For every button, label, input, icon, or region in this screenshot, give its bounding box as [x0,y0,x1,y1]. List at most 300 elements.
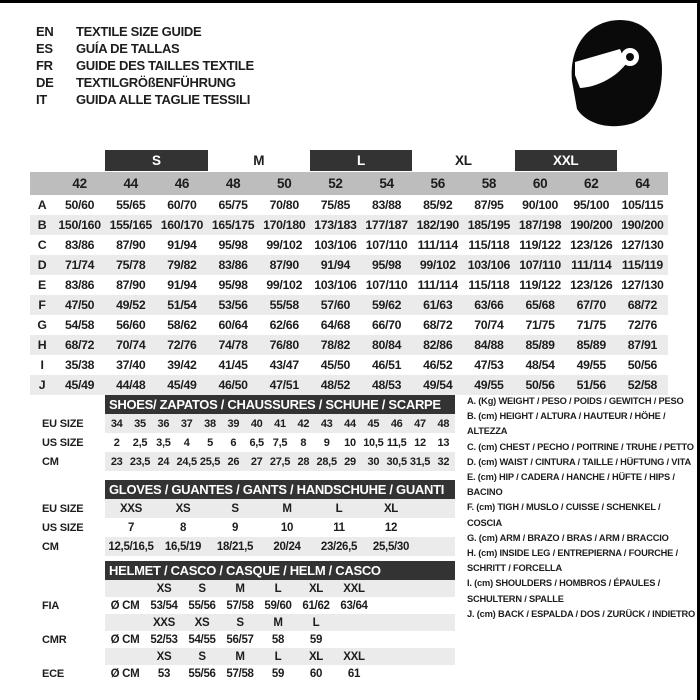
legend-item-A: A. (Kg) WEIGHT / PESO / POIDS / GEWITCH / PESO [467,396,684,406]
textile-row-D [30,255,668,275]
value-cell: 3,5 [156,436,171,449]
value-cell: 8 [300,436,307,449]
sub-row-us-size [42,518,462,537]
value-cell: 53/54 [150,599,178,612]
size-group-header-row [30,149,668,172]
size-cell: XS [156,650,172,663]
value-cell: XS [175,502,191,515]
helmet-title-row [42,561,462,580]
value-cell: 70/74 [474,318,504,332]
value-cell: 46/51 [371,358,402,372]
value-cell: 66/70 [371,318,402,332]
language-row [36,57,254,74]
row-values [105,414,455,433]
value-cell: 32 [437,455,450,468]
value-cell: 49/52 [116,298,146,312]
gloves-table [42,480,462,556]
value-cell: 87/90 [116,238,146,252]
value-cell: 47/50 [64,298,95,312]
value-cell: 53/56 [218,298,248,312]
value-cell: 46 [390,417,403,430]
value-cell: 42 [297,417,310,430]
sub-row-us-size [42,433,462,452]
legend-item-B: B. (cm) HEIGHT / ALTURA / HAUTEUR / HÖHE / ALTEZZA [467,411,666,437]
value-cell: 24 [157,455,170,468]
value-cell: 123/126 [570,278,613,292]
helmet-values-row-FIA [42,597,462,614]
value-cell: 103/106 [314,278,357,292]
value-cell: 39/42 [167,358,197,372]
value-cell: 23,5 [129,455,151,468]
size-col-52: 52 [328,176,343,191]
value-cell: 75/78 [116,258,146,272]
value-cell: 39 [227,417,240,430]
value-cell: 50/56 [525,378,555,392]
value-cell: 190/200 [621,218,664,232]
sub-row-cm [42,537,462,556]
row-label: H [37,338,47,352]
value-cell: 28,5 [316,455,337,468]
value-cell: 13 [437,436,450,449]
language-title: GUÍA DE TALLAS [76,41,180,56]
value-cell: 187/198 [518,218,562,232]
value-cell: 46/50 [218,378,248,392]
row-values [105,433,455,452]
value-cell: 63/64 [340,599,368,612]
value-cell: 48 [437,417,450,430]
helmet-sizes [105,580,455,597]
value-cell: 43 [320,417,333,430]
language-title: GUIDE DES TAILLES TEXTILE [76,58,254,73]
language-code: IT [36,92,47,107]
value-cell: 64/68 [320,318,351,332]
size-col-58: 58 [481,176,497,191]
value-cell: 95/98 [371,258,402,272]
helmet-table [42,561,462,682]
value-cell: 31,5 [409,455,431,468]
value-cell: 20/24 [273,540,301,553]
value-cell: 60 [309,667,323,680]
value-cell: 91/94 [167,278,197,292]
row-label: C [37,238,47,252]
size-col-42: 42 [72,176,87,191]
unit-label: Ø CM [110,599,140,612]
row-values [105,452,455,471]
helmet-values [105,665,455,682]
value-cell: 65/75 [218,198,248,212]
size-col-48: 48 [225,176,241,191]
row-label: I [40,358,44,372]
value-cell: 52/53 [150,633,178,646]
value-cell: 59 [271,667,285,680]
row-label: EU SIZE [42,502,84,515]
helmet-sizes [105,614,455,631]
row-label: A [37,198,47,212]
size-group-M: M [253,153,265,168]
helmet-values-row-CMR [42,631,462,648]
value-cell: 12 [414,436,426,449]
language-title: TEXTILE SIZE GUIDE [76,24,202,39]
measurement-legend [467,394,697,622]
size-cell: XL [308,650,324,663]
value-cell: 107/110 [365,238,408,252]
value-cell: 54/55 [188,633,216,646]
value-cell: 45/49 [167,378,197,392]
row-label: D [37,258,47,272]
textile-size-table [30,149,668,395]
value-cell: 46/52 [423,358,453,372]
size-col-46: 46 [174,176,190,191]
value-cell: 57/58 [226,667,254,680]
legend-item-D: D. (cm) WAIST / CINTURA / TAILLE / HÜFTUNG / VITA [467,456,691,467]
size-cell: L [274,582,282,595]
size-col-60: 60 [532,176,548,191]
value-cell: 95/100 [573,198,610,212]
size-cell: S [236,616,244,629]
value-cell: 105/115 [621,198,664,212]
helmet-sizes-row-ECE [42,648,462,665]
value-cell: 10,5 [363,436,384,449]
value-cell: S [231,502,239,515]
value-cell: 50/60 [64,198,95,212]
value-cell: 99/102 [419,258,456,272]
value-cell: 6,5 [249,436,264,449]
shoes-table [42,395,462,471]
value-cell: 70/74 [116,338,146,352]
helmet-values-row-ECE [42,665,462,682]
value-cell: 74/78 [218,338,248,352]
value-cell: 107/110 [365,278,408,292]
value-cell: 34 [110,417,123,430]
helmet-sizes [105,648,455,665]
value-cell: 30 [367,455,380,468]
legend-item-G: G. (cm) ARM / BRAZO / BRAS / ARM / BRACCIO [467,532,669,543]
value-cell: XXS [119,502,143,515]
value-cell: 52/58 [627,378,658,392]
size-cell: XS [194,616,210,629]
value-cell: 56/60 [116,318,146,332]
value-cell: 44/48 [116,378,146,392]
textile-table-body [30,195,668,395]
value-cell: 103/106 [467,258,511,272]
value-cell: 99/102 [266,278,303,292]
value-cell: 43/47 [269,358,299,372]
value-cell: 27 [250,455,263,468]
value-cell: 10 [344,436,356,449]
value-cell: 25,5 [199,455,221,468]
value-cell: 85/89 [525,338,555,352]
sub-row-cm [42,452,462,471]
value-cell: 35 [134,417,146,430]
gloves-rows [42,499,462,556]
textile-row-B [30,215,668,235]
value-cell: 61 [347,667,361,680]
value-cell: 18/21,5 [216,540,254,553]
value-cell: 9 [323,436,330,449]
value-cell: 4 [183,436,190,449]
sub-row-eu-size [42,499,462,518]
textile-row-E [30,275,668,295]
value-cell: 49/55 [474,378,504,392]
value-cell: 8 [179,521,187,534]
value-cell: 10 [280,521,294,534]
unit-label: Ø CM [110,667,140,680]
row-values [105,537,455,556]
gloves-title-row [42,480,462,499]
value-cell: 190/200 [570,218,613,232]
size-col-62: 62 [584,176,599,191]
value-cell: 95/98 [218,278,248,292]
value-cell: 123/126 [570,238,613,252]
value-cell: 111/114 [417,278,458,292]
value-cell: 127/130 [621,238,664,252]
value-cell: 87/95 [474,198,504,212]
helmet-table-title: HELMET / CASCO / CASQUE / HELM / CASCO [105,561,455,580]
shoes-title-row [42,395,462,414]
value-cell: 115/118 [468,238,510,252]
language-row [36,91,254,108]
row-label: E [38,278,46,292]
size-cell: S [198,582,206,595]
size-cell: M [273,616,283,629]
row-label: US SIZE [42,436,84,449]
size-col-50: 50 [277,176,292,191]
value-cell: 11 [333,521,345,534]
value-cell: 54/58 [64,318,95,332]
size-number-row [30,172,668,195]
language-title: GUIDA ALLE TAGLIE TESSILI [76,92,251,107]
row-label: EU SIZE [42,417,84,430]
value-cell: 47 [414,417,426,430]
value-cell: 107/110 [519,258,561,272]
value-cell: 24,5 [176,455,197,468]
legend-item-J: J. (cm) BACK / ESPALDA / DOS / ZURÜCK / INDIETRO [467,608,696,619]
value-cell: 85/92 [423,198,453,212]
textile-row-A [30,195,668,215]
value-cell: 185/195 [467,218,511,232]
textile-row-I [30,355,668,375]
helmet-values [105,631,455,648]
value-cell: 71/75 [576,318,606,332]
size-cell: XXL [343,582,365,595]
textile-row-J [30,375,668,395]
value-cell: 127/130 [621,278,664,292]
value-cell: 68/72 [64,338,95,352]
row-label: CM [42,540,59,553]
value-cell: 38 [204,417,216,430]
value-cell: 48/52 [320,378,351,392]
value-cell: 82/86 [423,338,453,352]
value-cell: 2,5 [132,436,148,449]
value-cell: 9 [231,521,239,534]
value-cell: 51/54 [167,298,197,312]
size-col-64: 64 [635,176,650,191]
value-cell: 87/90 [116,278,146,292]
size-cell: S [198,650,206,663]
value-cell: 59/62 [371,298,402,312]
row-label: B [37,218,47,232]
value-cell: 44 [344,417,356,430]
value-cell: 7 [127,521,135,534]
language-row [36,23,254,40]
value-cell: 23 [110,455,123,468]
sub-row-eu-size [42,414,462,433]
value-cell: 79/82 [167,258,197,272]
value-cell: 83/86 [64,278,95,292]
value-cell: 51/56 [576,378,606,392]
language-code: ES [36,41,53,56]
value-cell: XL [383,502,399,515]
value-cell: 80/84 [371,338,402,352]
value-cell: 83/86 [218,258,248,272]
value-cell: 26 [227,455,240,468]
size-cell: L [312,616,320,629]
value-cell: 60/70 [167,198,197,212]
value-cell: 61/62 [302,599,330,612]
value-cell: 2 [113,436,120,449]
value-cell: 55/58 [269,298,299,312]
value-cell: 57/60 [320,298,351,312]
value-cell: 99/102 [266,238,303,252]
value-cell: 55/56 [188,599,216,612]
value-cell: M [282,502,292,515]
legend-item-I: I. (cm) SHOULDERS / HOMBROS / ÉPAULES / SCHULTERN / SPALLE [467,578,660,604]
value-cell: 71/75 [525,318,555,332]
value-cell: 70/80 [269,198,299,212]
value-cell: 67/70 [576,298,606,312]
value-cell: 61/63 [423,298,453,312]
size-cell: XL [308,582,324,595]
value-cell: 63/66 [474,298,504,312]
size-group-XL: XL [455,153,472,168]
value-cell: L [335,502,343,515]
value-cell: 103/106 [314,238,357,252]
helmet-rows [42,580,462,682]
value-cell: 177/187 [365,218,408,232]
unit-label: Ø CM [110,633,140,646]
standard-label-ECE: ECE [42,667,65,680]
language-row [36,74,254,91]
shoes-table-title: SHOES/ ZAPATOS / CHAUSSURES / SCHUHE / SCARPE [105,395,455,414]
value-cell: 7,5 [272,436,288,449]
value-cell: 60/64 [218,318,248,332]
value-cell: 41 [274,417,286,430]
size-group-L: L [310,150,412,171]
legend-item-F: F. (cm) TIGH / MUSLO / CUISSE / SCHENKEL / COSCIA [467,502,661,528]
value-cell: 91/94 [167,238,197,252]
row-label: CM [42,455,59,468]
value-cell: 85/89 [576,338,606,352]
value-cell: 30,5 [386,455,407,468]
value-cell: 75/85 [320,198,351,212]
value-cell: 95/98 [218,238,248,252]
value-cell: 55/65 [116,198,146,212]
value-cell: 68/72 [627,298,658,312]
value-cell: 111/114 [571,258,612,272]
value-cell: 155/165 [109,218,152,232]
value-cell: 90/100 [522,198,558,212]
value-cell: 37 [180,417,193,430]
value-cell: 72/76 [167,338,197,352]
legend-item-H: H. (cm) INSIDE LEG / ENTREPIERNA / FOURCHE / SCHRITT / FORCELLA [467,548,678,574]
value-cell: 29 [344,455,356,468]
value-cell: 119/122 [519,238,561,252]
language-code: DE [36,75,54,90]
legend-item-C: C. (cm) CHEST / PECHO / POITRINE / TRUHE / PETTO [467,441,694,452]
row-label: G [37,318,47,332]
value-cell: 5 [207,436,213,449]
language-list [36,23,254,108]
row-values [105,499,455,518]
value-cell: 91/94 [320,258,351,272]
language-code: EN [36,24,54,39]
value-cell: 47/53 [474,358,504,372]
language-row [36,40,254,57]
row-label: J [38,378,46,392]
value-cell: 49/55 [576,358,606,372]
shoes-rows [42,414,462,471]
gloves-table-title: GLOVES / GUANTES / GANTS / HANDSCHUHE / GUANTI [105,480,455,499]
value-cell: 50/56 [627,358,658,372]
value-cell: 150/160 [58,218,101,232]
value-cell: 45/50 [320,358,351,372]
value-cell: 40 [250,417,263,430]
value-cell: 28 [297,455,310,468]
value-cell: 6 [230,436,237,449]
value-cell: 87/91 [627,338,658,352]
size-cell: M [235,582,245,595]
size-col-54: 54 [379,176,394,191]
value-cell: 45/49 [64,378,95,392]
value-cell: 76/80 [269,338,299,352]
value-cell: 48/53 [371,378,402,392]
size-cell: XS [156,582,172,595]
value-cell: 83/86 [64,238,95,252]
legend-item-E: E. (cm) HIP / CADERA / HANCHE / HÜFTE / HIPS / BACINO [467,472,675,498]
helmet-sizes-row-CMR [42,614,462,631]
helmet-icon [568,17,664,129]
value-cell: 37/40 [116,358,146,372]
value-cell: 182/190 [416,218,459,232]
value-cell: 36 [157,417,170,430]
size-cell: XXS [152,616,176,629]
textile-row-C [30,235,668,255]
size-col-56: 56 [430,176,445,191]
value-cell: 48/54 [525,358,555,372]
value-cell: 23/26,5 [320,540,358,553]
language-title: TEXTILGRÖßENFÜHRUNG [76,75,236,90]
value-cell: 58 [271,633,285,646]
value-cell: 72/76 [627,318,658,332]
value-cell: 62/66 [269,318,299,332]
size-cell: XXL [343,650,365,663]
value-cell: 68/72 [423,318,453,332]
size-cell: M [235,650,245,663]
value-cell: 115/119 [621,258,663,272]
value-cell: 119/122 [519,278,561,292]
value-cell: 27,5 [269,455,291,468]
value-cell: 41/45 [218,358,248,372]
language-code: FR [36,58,53,73]
value-cell: 87/90 [269,258,299,272]
value-cell: 53 [157,667,171,680]
value-cell: 49/54 [423,378,453,392]
size-col-44: 44 [123,176,138,191]
size-cell: L [274,650,282,663]
value-cell: 35/38 [64,358,95,372]
textile-row-H [30,335,668,355]
value-cell: 160/170 [160,218,204,232]
